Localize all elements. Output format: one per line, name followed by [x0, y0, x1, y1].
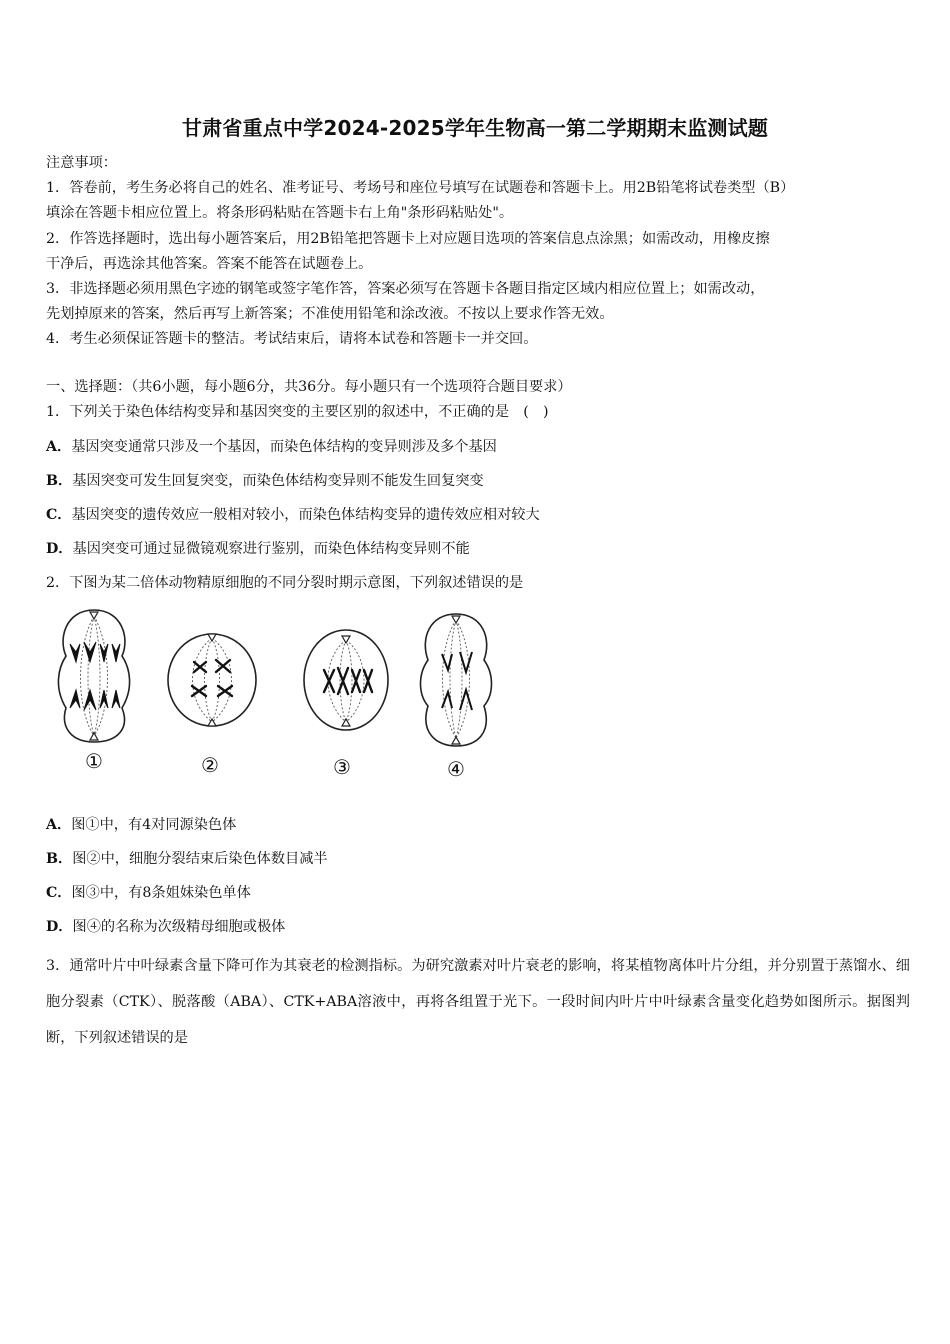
chromosome: [112, 644, 120, 662]
chromosome: [84, 690, 96, 710]
centrosome: [208, 634, 216, 641]
spindle-fiber: [94, 616, 108, 736]
chromosome: [352, 670, 360, 692]
chromosome: [70, 644, 80, 662]
option-letter: D．: [46, 919, 73, 935]
section-heading: 一、选择题：（共6小题，每小题6分，共36分。每小题只有一个选项符合题目要求）: [46, 379, 572, 395]
option-letter: C．: [46, 507, 72, 523]
figure-label-3: ③: [333, 755, 351, 779]
figure-label-2: ②: [201, 753, 219, 777]
notes-heading: 注意事项：: [46, 155, 117, 171]
chromosome: [216, 660, 230, 672]
q2-option-c[interactable]: [46, 882, 910, 902]
note-line: 3．非选择题必须用黑色字迹的钢笔或签字笔作答，答案必须写在答题卡各题目指定区域内相应位置上；如需改动，: [46, 281, 765, 297]
chromosome: [194, 662, 206, 672]
spindle-fiber: [88, 616, 94, 736]
q2-option-a[interactable]: [46, 814, 910, 834]
chromosome: [100, 690, 108, 708]
cell-2-membrane: [168, 634, 256, 726]
centrosome: [342, 636, 350, 643]
spindle-fiber: [212, 638, 220, 722]
option-letter: A．: [46, 439, 72, 455]
cell-4-membrane: [421, 614, 492, 746]
chromosome: [192, 686, 206, 696]
option-text: 图②中，细胞分裂结束后染色体数目减半: [72, 851, 328, 867]
chromosome: [218, 686, 232, 696]
cell-1-membrane: [58, 610, 129, 742]
chromosome: [324, 670, 334, 692]
spindle-fiber: [450, 620, 456, 738]
spindle-fiber: [212, 638, 232, 722]
spindle-fiber: [346, 640, 352, 722]
cell-division-diagrams: [46, 598, 516, 788]
chromosome: [70, 690, 80, 708]
question-1-stem: 1．下列关于染色体结构变异和基因突变的主要区别的叙述中，不正确的是 ( ): [46, 404, 549, 420]
q1-option-a[interactable]: [46, 436, 910, 456]
spindle-fiber: [94, 616, 100, 736]
chromosome: [364, 670, 372, 692]
note-line: 1．答卷前，考生务必将自己的姓名、准考证号、考场号和座位号填写在试题卷和答题卡上。用2B铅笔将试卷类型（B）: [46, 180, 795, 196]
note-line: 填涂在答题卡相应位置上。将条形码粘贴在答题卡右上角"条形码粘贴处"。: [46, 205, 514, 221]
q1-option-c[interactable]: [46, 504, 910, 524]
q2-option-d[interactable]: [46, 916, 910, 936]
centrosome: [90, 612, 98, 619]
spindle-fiber: [81, 616, 95, 736]
option-text: 基因突变的遗传效应一般相对较小，而染色体结构变异的遗传效应相对较大: [71, 507, 540, 523]
chromosome: [112, 690, 120, 708]
chromosome: [84, 642, 96, 662]
spindle-fiber: [443, 620, 457, 738]
option-text: 图③中，有8条姐妹染色单体: [71, 885, 251, 901]
question-3-stem: 3．通常叶片中叶绿素含量下降可作为其衰老的检测指标。为研究激素对叶片衰老的影响，将某植物离体叶片分组，并分别置于蒸馏水、细胞分裂素（CTK）、脱落酸（ABA）、CTK+ABA溶液中，再将各组置于光下。一段时间内叶片中叶绿素含量变化趋势如图所示。据图判断，下列叙述错误的是: [46, 958, 910, 1046]
chromosome: [338, 668, 348, 694]
option-text: 基因突变通常只涉及一个基因，而染色体结构的变异则涉及多个基因: [71, 439, 497, 455]
note-line: 干净后，再选涂其他答案。答案不能答在试题卷上。: [46, 256, 373, 272]
option-text: 图④的名称为次级精母细胞或极体: [72, 919, 286, 935]
q2-option-b[interactable]: [46, 848, 910, 868]
option-text: 基因突变可通过显微镜观察进行鉴别，而染色体结构变异则不能: [72, 541, 470, 557]
option-letter: A．: [46, 817, 72, 833]
centrosome: [452, 616, 460, 623]
note-line: 先划掉原来的答案，然后再写上新答案；不准使用铅笔和涂改液。不按以上要求作答无效。: [46, 306, 614, 322]
figure-label-1: ①: [85, 749, 103, 773]
cell-3-membrane: [304, 630, 388, 730]
question-2-stem: 2．下图为某二倍体动物精原细胞的不同分裂时期示意图，下列叙述错误的是: [46, 575, 524, 591]
option-letter: B．: [46, 851, 73, 867]
option-text: 图①中，有4对同源染色体: [71, 817, 237, 833]
centrosome: [90, 733, 98, 740]
option-letter: B．: [46, 473, 73, 489]
option-text: 基因突变可发生回复突变，而染色体结构变异则不能发生回复突变: [72, 473, 484, 489]
option-letter: D．: [46, 541, 73, 557]
spindle-fiber: [205, 638, 213, 722]
cell-division-figure: [46, 598, 516, 788]
spindle-fiber: [193, 638, 213, 722]
q1-option-b[interactable]: [46, 470, 910, 490]
note-line: 4．考生必须保证答题卡的整洁。考试结束后，请将本试卷和答题卡一并交回。: [46, 331, 538, 347]
figure-label-4: ④: [447, 757, 465, 781]
spindle-fiber: [456, 620, 470, 738]
exam-title: 甘肃省重点中学2024-2025学年生物高一第二学期期末监测试题: [181, 116, 769, 140]
q1-option-d[interactable]: [46, 538, 910, 558]
note-line: 2．作答选择题时，选出每小题答案后，用2B铅笔把答题卡上对应题目选项的答案信息点涂黑；如需改动，用橡皮擦: [46, 231, 770, 247]
spindle-fiber: [456, 620, 462, 738]
centrosome: [452, 737, 460, 744]
option-letter: C．: [46, 885, 72, 901]
